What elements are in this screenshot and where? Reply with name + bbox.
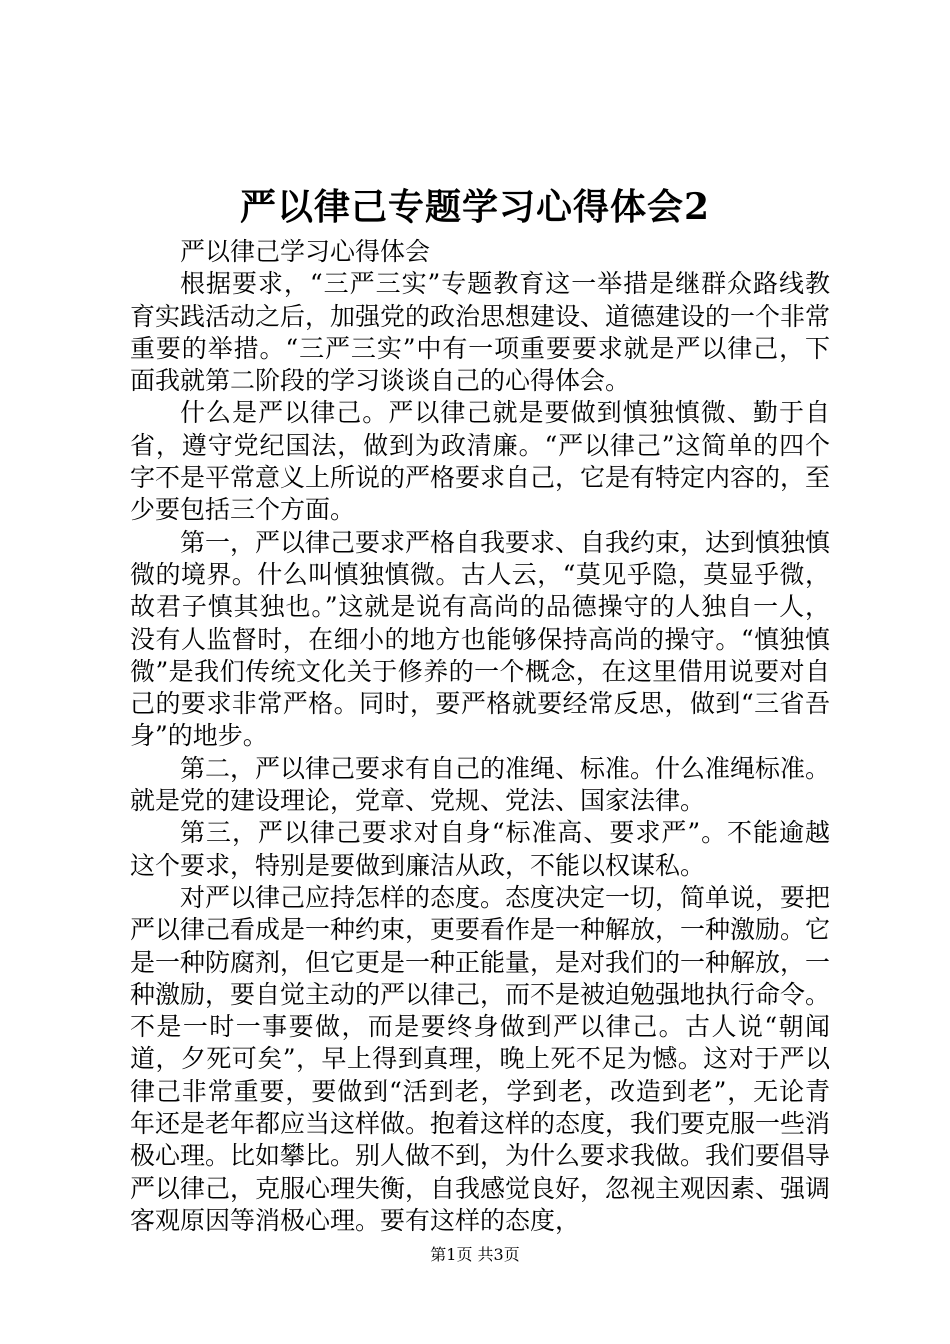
page-footer: 第1页 共3页 (430, 1245, 520, 1264)
paragraph: 第一，严以律己要求严格自我要求、自我约束，达到慎独慎微的境界。什么叫慎独慎微。古人云，“莫见乎隐，莫显乎微，故君子慎其独也。”这就是说有高尚的品德操守的人独自一人，没有人监督时，在细小的地方也能够保持高尚的操守。“慎独慎微”是我们传统文化关于修养的一个概念，在这里借用说要对自己的要求非常严格。同时，要严格就要经常反思，做到“三省吾身”的地步。 (130, 527, 831, 751)
paragraph: 根据要求，“三严三实”专题教育这一举措是继群众路线教育实践活动之后，加强党的政治思想建设、道德建设的一个非常重要的举措。“三严三实”中有一项重要要求就是严以律己，下面我就第二阶段的学习谈谈自己的心得体会。 (130, 269, 831, 396)
paragraph-subtitle: 严以律己学习心得体会 (180, 237, 431, 266)
paragraph: 第三，严以律己要求对自身“标准高、要求严”。不能逾越这个要求，特别是要做到廉洁从政，不能以权谋私。 (130, 818, 830, 880)
paragraph: 什么是严以律己。严以律己就是要做到慎独慎微、勤于自省，遵守党纪国法，做到为政清廉。“严以律己”这简单的四个字不是平常意义上所说的严格要求自己，它是有特定内容的，至少要包括三个方面。 (130, 398, 831, 525)
paragraph: 第二，严以律己要求有自己的准绳、标准。什么准绳标准。就是党的建设理论，党章、党规、党法、国家法律。 (130, 753, 831, 816)
paragraph: 对严以律己应持怎样的态度。态度决定一切，简单说，要把严以律己看成是一种约束，更要看作是一种解放，一种激励。它是一种防腐剂，但它更是一种正能量，是对我们的一种解放，一种激励，要自觉主动的严以律己，而不是被迫勉强地执行命令。不是一时一事要做，而是要终身做到严以律己。古人说“朝闻道，夕死可矣”，早上得到真理，晚上死不足为憾。这对于严以律己非常重要，要做到“活到老，学到老，改造到老”，无论青年还是老年都应当这样做。抱着这样的态度，我们要克服一些消极心理。比如攀比。别人做不到，为什么要求我做。我们要倡导严以律己，克服心理失衡，自我感觉良好，忽视主观因素、强调客观原因等消极心理。要有这样的态度， (130, 882, 831, 1235)
document-title: 严以律己专题学习心得体会2 (239, 186, 711, 228)
document-body (130, 236, 830, 1237)
